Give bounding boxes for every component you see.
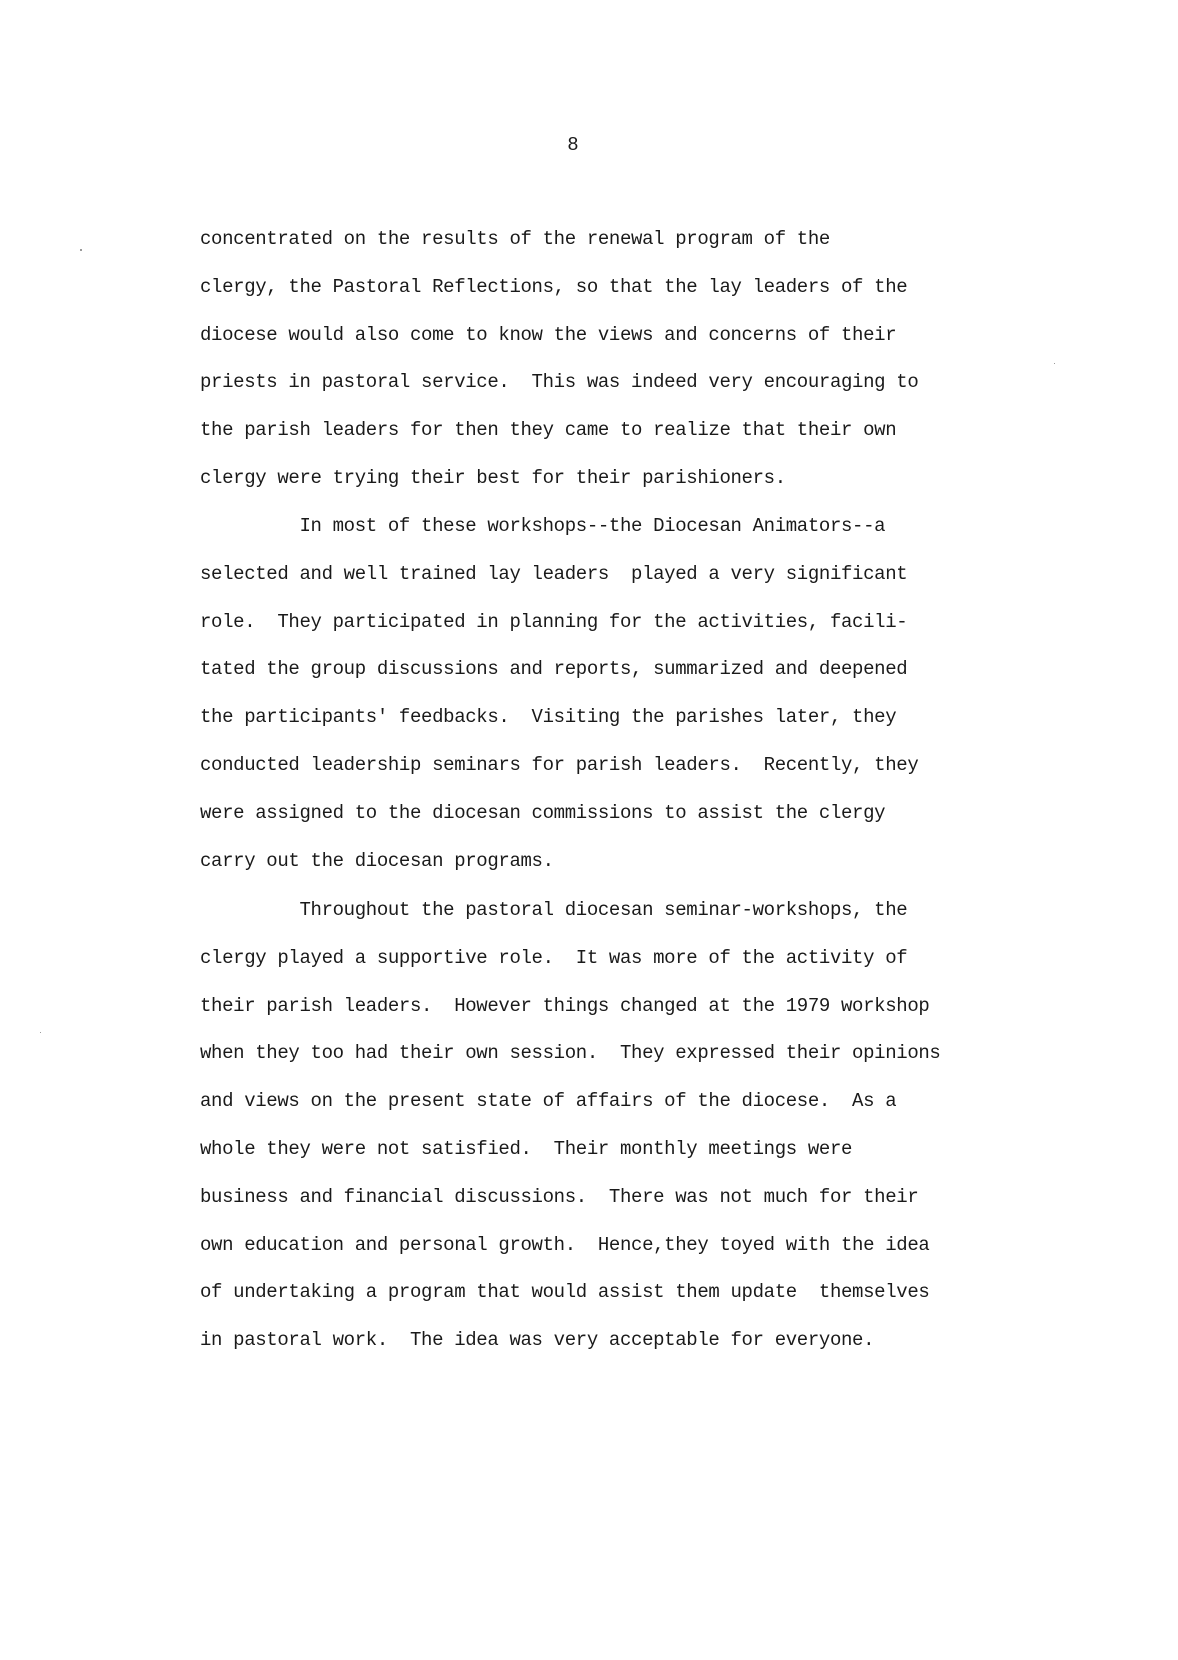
scan-speck <box>1054 363 1055 364</box>
text-line: concentrated on the results of the renewal program of the <box>200 228 830 250</box>
text-line: their parish leaders. However things changed at the 1979 workshop <box>200 994 930 1017</box>
text-line: conducted leadership seminars for parish leaders. Recently, they <box>200 753 919 776</box>
text-line: in pastoral work. The idea was very acceptable for everyone. <box>200 1329 875 1352</box>
scan-speck <box>40 1032 41 1033</box>
text-line: clergy were trying their best for their parishioners. <box>200 466 786 489</box>
text-line: were assigned to the diocesan commissions to assist the clergy <box>200 801 886 824</box>
paragraph-2 <box>200 503 918 885</box>
text-line: business and financial discussions. There was not much for their <box>200 1185 919 1208</box>
page-number: 8 <box>567 134 579 156</box>
text-line: priests in pastoral service. This was indeed very encouraging to <box>200 371 919 394</box>
text-line: of undertaking a program that would assist them update themselves <box>200 1281 930 1304</box>
text-line: In most of these workshops--the Diocesan Animators--a <box>200 515 886 537</box>
text-line: whole they were not satisfied. Their monthly meetings were <box>200 1137 853 1160</box>
text-line: Throughout the pastoral diocesan seminar-workshops, the <box>200 899 908 921</box>
paragraph-3 <box>200 887 940 1365</box>
text-line: the parish leaders for then they came to realize that their own <box>200 419 897 442</box>
text-line: the participants' feedbacks. Visiting the parishes later, they <box>200 706 897 729</box>
text-line: carry out the diocesan programs. <box>200 849 554 872</box>
paragraph-1 <box>200 216 918 503</box>
text-line: tated the group discussions and reports, summarized and deepened <box>200 658 908 681</box>
text-line: selected and well trained lay leaders played a very significant <box>200 562 908 585</box>
text-line: clergy played a supportive role. It was more of the activity of <box>200 946 908 969</box>
text-line: when they too had their own session. They expressed their opinions <box>200 1042 941 1065</box>
scan-speck <box>80 249 82 251</box>
text-line: clergy, the Pastoral Reflections, so that the lay leaders of the <box>200 275 908 298</box>
text-line: own education and personal growth. Hence,they toyed with the idea <box>200 1233 930 1256</box>
text-line: and views on the present state of affairs of the diocese. As a <box>200 1090 897 1113</box>
text-line: diocese would also come to know the views and concerns of their <box>200 323 897 346</box>
text-line: role. They participated in planning for the activities, facili- <box>200 610 908 633</box>
